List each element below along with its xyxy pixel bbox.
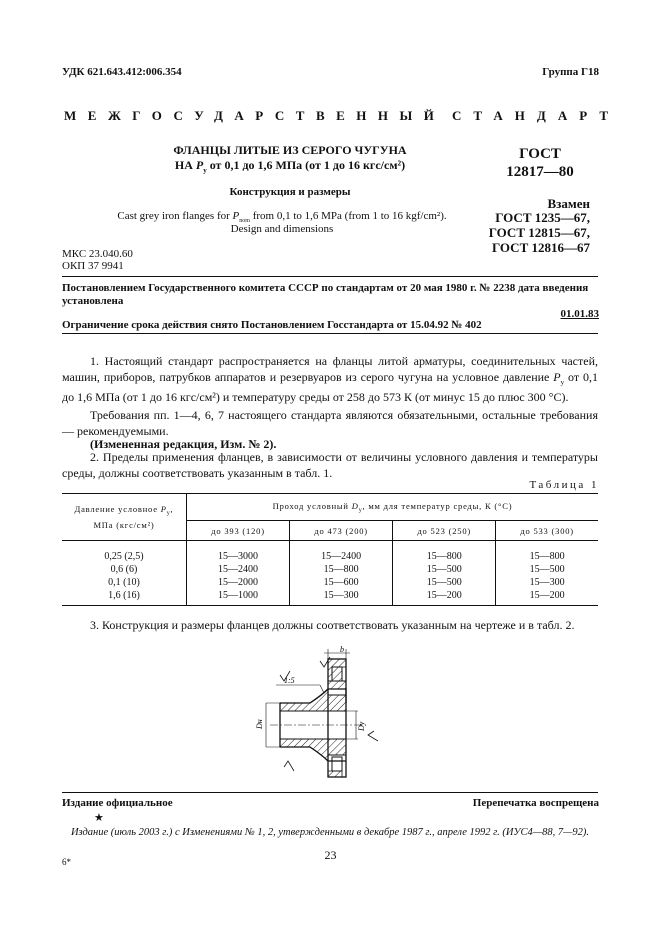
official-edition: Издание официальное [62, 797, 173, 809]
replaces-1: ГОСТ 1235—67, [495, 210, 590, 225]
table-row [62, 563, 598, 576]
cell-value: 15—300 [529, 577, 565, 588]
paragraph-4: 2. Пределы применения фланцев, в зависимости от величины условного давления и температуры среды, должны соответствовать указанным в табл. 1. [62, 450, 598, 480]
mks-code: МКС 23.040.60 [62, 248, 133, 260]
cell-value: 15—3000 [187, 541, 290, 564]
page-mark: 6* [62, 857, 71, 867]
table-header-temp-2: до 473 (200) [290, 521, 393, 541]
okp-code: ОКП 37 9941 [62, 260, 124, 272]
cell-pressure: 0,25 (2,5) [62, 541, 187, 564]
rule-decree [62, 333, 598, 334]
cell-value: 15—600 [290, 576, 393, 589]
cell-value: 15—500 [529, 564, 565, 575]
replaces-label: Взамен [547, 196, 590, 211]
flange-drawing [240, 645, 400, 780]
star-icon: ★ [94, 812, 104, 824]
rule-top [62, 276, 598, 277]
decree-text: Постановлением Государственного комитета СССР по стандартам от 20 мая 1980 г. № 2238 дата введения установлена [62, 282, 589, 307]
group-code: Группа Г18 [542, 66, 599, 78]
table-row [62, 576, 598, 589]
cell-value: 15—500 [393, 563, 496, 576]
cell-pressure: 1,6 (16) [62, 589, 187, 606]
paragraph-1: 1. Настоящий стандарт распространяется на фланцы литой арматуры, соединительных частей, машин, приборов, патрубков аппаратов и резервуаров из серого чугуна на условное давление $P_у$ от 0,1 до 1,6 МПа (от 1 до 16 кгс/см²) и температуру среды от 258 до 573 К (от минус 15 до плюс 300 °С). [62, 354, 599, 405]
subtitle: Конструкция и размеры [229, 186, 351, 198]
english-title: Cast grey iron flanges for $P_{nom}$ from 0,1 to 1,6 MPa (from 1 to 16 kgf/cm²). [117, 210, 447, 225]
cell-value: 15—500 [393, 576, 496, 589]
cell-value: 15—1000 [187, 589, 290, 606]
table-label: Таблица 1 [529, 479, 599, 491]
page-number: 23 [324, 848, 337, 862]
edition-note: Издание (июль 2003 г.) с Изменениями № 1, 2, утвержденными в декабре 1987 г., апреле 1992 г. (ИУС4—88, 7—92). [70, 827, 590, 838]
cell-value: 15—2000 [187, 576, 290, 589]
banner-right: СТАНДАРТ [452, 108, 621, 123]
gost-label: ГОСТ [519, 146, 561, 162]
cell-pressure: 0,1 (10) [62, 576, 187, 589]
decree-date: 01.01.83 [560, 308, 599, 320]
udc-code: УДК 621.643.412:006.354 [62, 66, 182, 78]
cell-value: 15—800 [393, 541, 496, 564]
bolt-hole-bottom [332, 757, 342, 771]
table-header-group: Проход условный $D_у$, мм для температур среды, К (°С) [187, 494, 599, 521]
cell-value: 15—800 [529, 551, 565, 562]
cell-value: 15—300 [290, 589, 393, 606]
table-row [62, 541, 598, 564]
gost-number: 12817—80 [506, 164, 574, 180]
replaces-3: ГОСТ 12816—67 [491, 240, 590, 255]
cell-value: 15—200 [393, 589, 496, 606]
paragraph-2: Требования пп. 1—4, 6, 7 настоящего стандарта являются обязательными, остальные требования — рекомендуемыми. [62, 408, 598, 438]
rule-footer [62, 792, 598, 793]
cell-value: 15—2400 [290, 541, 393, 564]
table-header-temp-1: до 393 (120) [187, 521, 290, 541]
taper-label: 1:5 [284, 676, 295, 685]
table-header-temp-3: до 523 (250) [393, 521, 496, 541]
table-header-pressure: Давление условное $P_у$, МПа (кгс/см²) [62, 494, 187, 541]
reprint-notice: Перепечатка воспрещена [472, 797, 599, 809]
dim-dy-label: Dу [357, 721, 366, 731]
dim-dn-label: Dн [255, 719, 264, 729]
restriction-text: Ограничение срока действия снято Постановлением Госстандарта от 15.04.92 № 402 [62, 319, 482, 331]
title-line2: НА $P_у$ от 0,1 до 1,6 МПа (от 1 до 16 кгс/см²) [174, 158, 406, 175]
cell-value: 15—2400 [187, 563, 290, 576]
paragraph-amendment: (Измененная редакция, Изм. № 2). [90, 437, 277, 451]
english-subtitle: Design and dimensions [230, 223, 334, 235]
cell-value: 15—200 [529, 590, 565, 601]
cell-value: 15—800 [290, 563, 393, 576]
title-line1: ФЛАНЦЫ ЛИТЫЕ ИЗ СЕРОГО ЧУГУНА [173, 143, 407, 157]
banner-left: МЕЖГОСУДАРСТВЕННЫЙ [64, 108, 446, 123]
paragraph-5: 3. Конструкция и размеры фланцев должны соответствовать указанным на чертеже и в табл. 2. [90, 618, 575, 632]
table-row [62, 589, 598, 606]
cell-pressure: 0,6 (6) [62, 563, 187, 576]
replaces-2: ГОСТ 12815—67, [488, 225, 590, 240]
table-header-temp-4: до 533 (300) [496, 521, 598, 541]
dim-b-label: b [340, 645, 344, 654]
table-1 [62, 493, 598, 606]
